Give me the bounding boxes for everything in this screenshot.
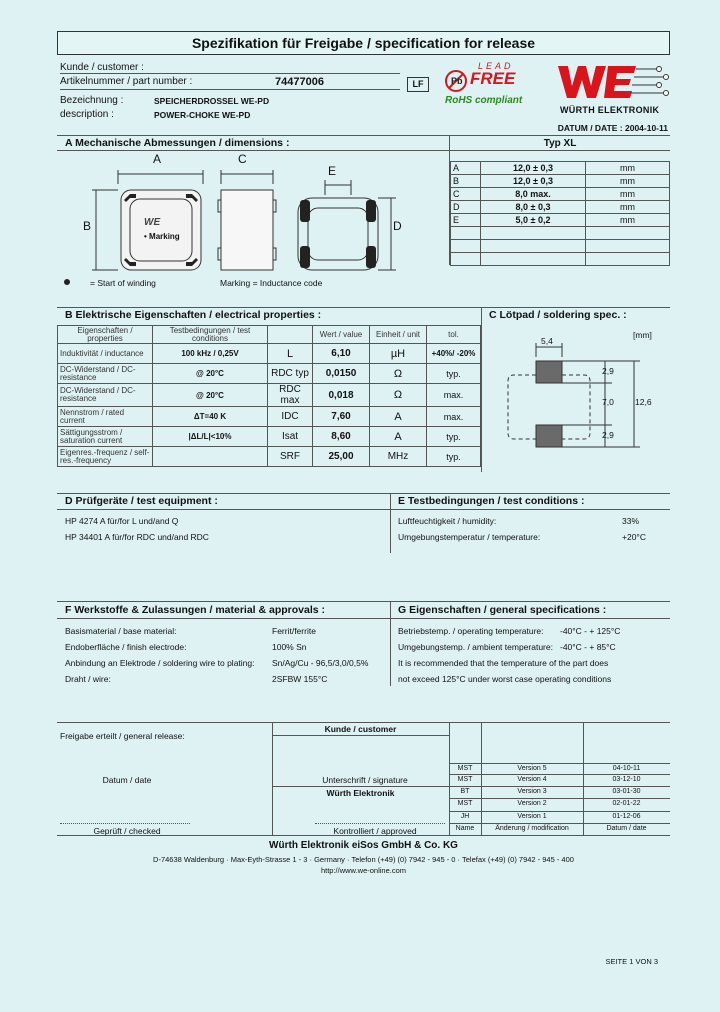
history-name-1: MST [457,765,473,772]
humidity-value: 33% [622,516,640,526]
footer-address: D-74638 Waldenburg · Max-Eyth-Strasse 1 - 3 · Germany · Telefon (+49) (0) 7942 - 945 - 0 · Telefax (+49) (0) 7942 - 945 - 400 [153,855,574,864]
release-signature: Unterschrift / signature [322,775,408,785]
ambient-temp-label: Umgebungstemp. / ambient temperature: [398,642,553,652]
pad-h2: 7,0 [602,397,614,407]
dim-b-label: B [83,219,92,233]
free-text: FREE [470,69,516,88]
pad-total: 12,6 [635,397,652,407]
description-label: description : [60,109,114,120]
legend-winding: = Start of winding [90,278,156,288]
material-value-3: Sn/Ag/Cu - 96,5/3,0/0,5% [272,658,369,668]
section-g-title: G Eigenschaften / general specifications : [398,604,607,616]
material-label-3: Anbindung an Elektrode / soldering wire to plating: [65,658,255,668]
dimensions-table [450,161,670,266]
table-row: A 12,0 ± 0,3 mm [451,162,670,175]
history-date-4: 02-01-22 [612,800,641,807]
pad-width: 5,4 [541,336,553,346]
operating-temp-value: -40°C - + 125°C [560,626,621,636]
ambient-temp-value: -40°C - + 85°C [560,642,616,652]
partnumber-value: 74477006 [275,76,324,88]
table-row: Eigenschaften / properties Testbedingungen / test conditions Wert / value Einheit / unit tol. [58,326,481,344]
history-change-2: Version 4 [517,776,547,783]
table-row: DC-Widerstand / DC-resistance @ 20°C RDC max 0,018 Ω max. [58,384,481,407]
temperature-label: Umgebungstemperatur / temperature: [398,532,541,542]
history-name-3: BT [460,788,470,795]
history-name-2: MST [457,776,473,783]
section-a-title: A Mechanische Abmessungen / dimensions : [65,137,290,149]
recommend-line-1: It is recommended that the temperature of the part does [398,658,609,668]
type-label: Typ XL [543,138,577,149]
page-number: SEITE 1 VON 3 [605,957,658,966]
customer-label: Kunde / customer : [60,62,144,73]
release-label: Freigabe erteilt / general release: [60,731,185,741]
dim-e-label: E [328,164,337,178]
history-change-4: Version 2 [517,800,547,807]
electrical-table [57,325,481,467]
history-change-3: Version 3 [517,788,547,795]
history-date-3: 03-01-30 [612,788,641,795]
history-date-1: 04-10-11 [612,765,641,772]
table-row: B 12,0 ± 0,3 mm [451,175,670,188]
history-name-5: JH [460,813,470,820]
legend-marking: Marking = Inductance code [220,278,323,288]
section-e-title: E Testbedingungen / test conditions : [398,495,585,507]
history-date-2: 03-12-10 [612,776,641,783]
material-value-4: 2SFBW 155°C [272,674,328,684]
history-head-change: Änderung / modification [495,825,569,832]
table-row: C 8,0 max. mm [451,188,670,201]
lf-badge: LF [407,77,429,92]
mechanical-drawing [78,150,418,275]
table-row: Induktivität / inductance 100 kHz / 0,25V L 6,10 µH +40%/ -20% [58,344,481,364]
history-name-4: MST [457,800,473,807]
pad-h1: 2,9 [602,366,614,376]
table-row: E 5,0 ± 0,2 mm [451,214,670,227]
designation-label: Bezeichnung : [60,95,124,106]
table-row: Eigenres.-frequenz / self-res.-frequency SRF 25,00 MHz typ. [58,447,481,467]
temperature-value: +20°C [622,532,646,542]
pad-unit: [mm] [633,330,652,340]
table-row: Nennstrom / rated current ΔT=40 K IDC 7,60 A max. [58,407,481,427]
page-title: Spezifikation für Freigabe / specification for release [57,31,670,55]
section-c-title: C Lötpad / soldering spec. : [489,309,627,321]
equipment-2: HP 34401 A für/for RDC und/and RDC [65,532,209,542]
material-label-4: Draht / wire: [65,674,111,684]
history-change-1: Version 5 [517,765,547,772]
operating-temp-label: Betriebstemp. / operating temperature: [398,626,544,636]
designation-value: SPEICHERDROSSEL WE-PD [154,96,270,106]
brand-name: WÜRTH ELEKTRONIK [560,105,660,115]
rohs-text: RoHS compliant [445,95,523,106]
solder-pad-drawing [500,335,670,455]
pad-h3: 2,9 [602,430,614,440]
release-customer: Kunde / customer [324,724,397,734]
release-date: Datum / date [102,775,152,785]
winding-dot-icon [64,279,70,285]
svg-text:Pb: Pb [451,76,463,86]
section-f-title: F Werkstoffe & Zulassungen / material & approvals : [65,604,326,616]
table-row: D 8,0 ± 0,3 mm [451,201,670,214]
section-b-title: B Elektrische Eigenschaften / electrical properties : [65,309,322,321]
we-logo-icon [556,60,670,104]
table-row: DC-Widerstand / DC-resistance @ 20°C RDC typ 0,0150 Ω typ. [58,364,481,384]
material-value-1: Ferrit/ferrite [272,626,316,636]
material-value-2: 100% Sn [272,642,307,652]
dim-c-label: C [238,152,247,166]
marking-label: • Marking [144,232,180,241]
history-change-5: Version 1 [517,813,547,820]
humidity-label: Luftfeuchtigkeit / humidity: [398,516,497,526]
history-date-5: 01-12-06 [612,813,641,820]
release-approved: Kontrolliert / approved [333,826,417,836]
partnumber-label: Artikelnummer / part number : [60,76,193,87]
date-line: DATUM / DATE : 2004-10-11 [557,123,668,133]
dim-d-label: D [393,219,402,233]
material-label-2: Endoberfläche / finish electrode: [65,642,187,652]
table-row: Sättigungsstrom / saturation current |ΔL/L|<10% Isat 8,60 A typ. [58,427,481,447]
lead-text: LEAD [478,61,514,71]
equipment-1: HP 4274 A für/for L und/and Q [65,516,179,526]
recommend-line-2: not exceed 125°C under worst case operating conditions [398,674,612,684]
description-value: POWER-CHOKE WE-PD [154,110,251,120]
history-head-name: Name [455,825,475,832]
release-checked: Geprüft / checked [93,826,161,836]
footer-url: http://www.we-online.com [320,866,407,875]
footer-company: Würth Elektronik eiSos GmbH & Co. KG [269,840,458,851]
svg-text:WE: WE [144,217,161,228]
history-head-date: Datum / date [606,825,647,832]
material-label-1: Basismaterial / base material: [65,626,177,636]
release-we: Würth Elektronik [326,788,395,798]
dim-a-label: A [153,152,162,166]
section-d-title: D Prüfgeräte / test equipment : [65,495,218,507]
